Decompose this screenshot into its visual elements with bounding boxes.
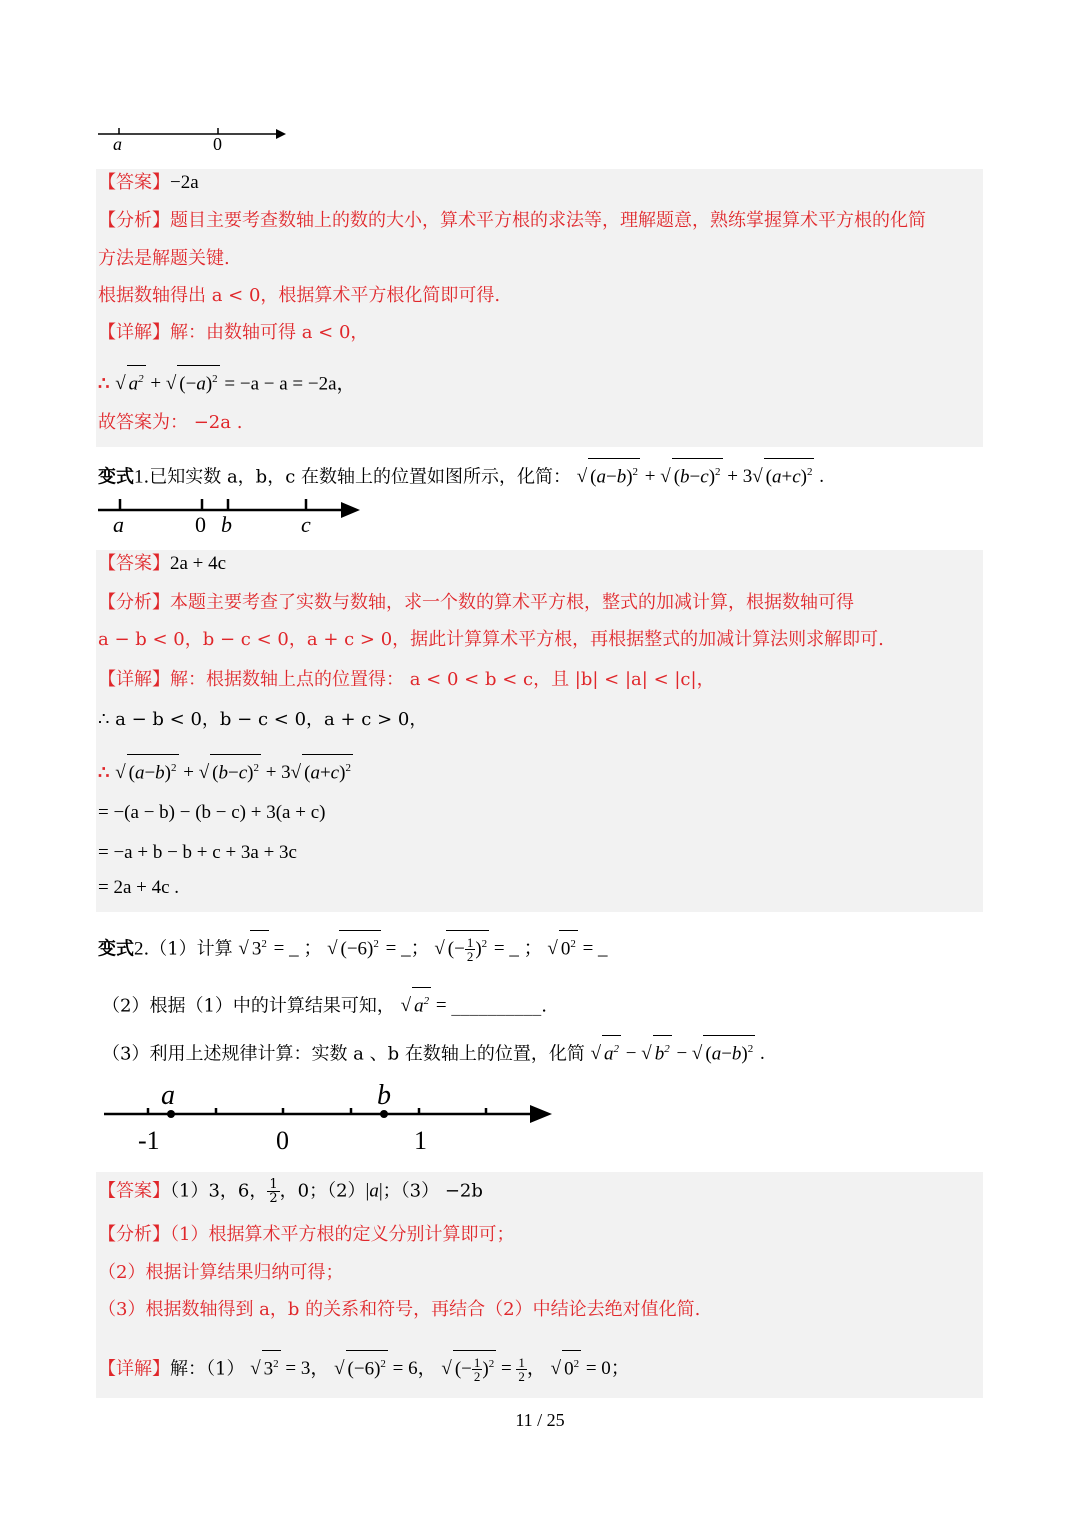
analysis-text: （1）根据算术平方根的定义分别计算即可； bbox=[170, 1224, 515, 1245]
ex0-analysis-line-3: 根据数轴得出 a < 0，根据算术平方根化简即可得. bbox=[98, 285, 501, 306]
v1-detail-line-1 bbox=[98, 667, 715, 693]
axis3-label-1: 1 bbox=[414, 1126, 427, 1155]
v2-detail-line-1 bbox=[98, 1350, 630, 1383]
variant-number: 1 bbox=[134, 466, 144, 488]
v1-analysis-line-2: a − b < 0，b − c < 0，a + c > 0，据此计算算术平方根，再根据整式的加减计算法则求解即可. bbox=[98, 629, 884, 650]
axis1-label-a: a bbox=[113, 134, 122, 154]
variant-question-1: .（1）计算 bbox=[143, 938, 233, 960]
detail-final: = 2a + 4c . bbox=[98, 877, 180, 898]
variant-tag: 变式 bbox=[98, 466, 134, 488]
detail-text: 解：（1） bbox=[170, 1358, 245, 1380]
ex0-detail-line-3: 故答案为： −2a . bbox=[98, 412, 243, 433]
detail-text: 解：根据数轴上点的位置得： a < 0 < b < c，且 |b| < |a| < |c|， bbox=[170, 669, 715, 690]
variant1-title bbox=[98, 458, 824, 490]
answer-part-3: ；（3） −2b bbox=[382, 1180, 483, 1202]
detail-formulas: √ $3^2 = 3$， √ $(-6)^2 = 6$， √ (− $\frac{1}{2}$ )$^2$ = $\frac{1}{2}$ ， √ $0^2 = 0$； bbox=[250, 1358, 630, 1379]
v1-analysis-line-1 bbox=[98, 590, 854, 616]
variant-number: 2 bbox=[134, 938, 144, 960]
q2-blank: __________. bbox=[451, 995, 548, 1017]
axis1-label-0: 0 bbox=[213, 134, 222, 154]
answer-fraction: $\frac{1}{2}$ bbox=[269, 1177, 278, 1206]
v1-answer-line bbox=[98, 551, 226, 577]
analysis-text: 本题主要考查了实数与数轴，求一个数的算术平方根，整式的加减计算，根据数轴可得 bbox=[170, 592, 854, 613]
v2-answer-line bbox=[98, 1178, 483, 1205]
variant2-q2 bbox=[102, 987, 547, 1019]
q2-text: （2）根据（1）中的计算结果可知， bbox=[102, 995, 395, 1017]
q3-formula: √ $a^2$ − √ $b^2$ − √ $(a-b)^2$ . bbox=[591, 1043, 765, 1064]
formula-sqrt-sum: √ $(a-b)^2$ + √ $(b-c)^2 + 3√$ $(a+c)^2$ bbox=[115, 762, 353, 783]
axis2-label-b: b bbox=[221, 512, 232, 537]
variant2-q3 bbox=[102, 1035, 765, 1067]
v1-detail-line-2: ∴ a − b < 0，b − c < 0，a + c > 0， bbox=[98, 709, 428, 730]
v1-detail-line-3 bbox=[98, 754, 353, 786]
ex0-analysis-line-2: 方法是解题关键. bbox=[98, 248, 230, 269]
q1-formulas: √ $3^2$ = _ ； √ $(-6)^2$ = _； √ (− $\frac{1}{2}$ )$^2$ = _ ； √ $0^2$ = _ bbox=[238, 938, 607, 959]
v1-detail-line-5: = −a + b − b + c + 3a + 3c bbox=[98, 842, 297, 863]
answer-abs-a: |a| bbox=[365, 1180, 383, 1202]
v2-analysis-line-3: （3）根据数轴得到 a，b 的关系和符号，再结合（2）中结论去绝对值化简. bbox=[98, 1299, 701, 1320]
ex0-detail-line-2 bbox=[98, 365, 356, 397]
v2-analysis-line-2: （2）根据计算结果归纳可得； bbox=[98, 1262, 344, 1283]
analysis-tag: 【分析】 bbox=[98, 592, 170, 613]
detail-text: 解：由数轴可得 a < 0， bbox=[170, 322, 369, 343]
ex0-analysis-line-1 bbox=[98, 208, 926, 234]
axis2-label-a: a bbox=[113, 512, 124, 537]
variant2-title bbox=[98, 930, 608, 963]
q2-formula: √ $a^2$ = bbox=[401, 995, 452, 1016]
axis2-label-c: c bbox=[301, 512, 311, 537]
answer-value: 2a + 4c bbox=[170, 553, 227, 574]
answer-part-2: ，0；（2） bbox=[279, 1180, 366, 1202]
ex0-detail-line-1 bbox=[98, 320, 368, 346]
analysis-text: 题目主要考查数轴上的数的大小，算术平方根的求法等，理解题意，熟练掌握算术平方根的化简 bbox=[170, 210, 926, 231]
answer-tag: 【答案】 bbox=[98, 172, 170, 193]
therefore-symbol: ∴ bbox=[98, 373, 110, 395]
axis3-label-b: b bbox=[377, 1080, 391, 1111]
number-line-1 bbox=[96, 120, 296, 160]
variant-question: .已知实数 a，b，c 在数轴上的位置如图所示，化简： bbox=[143, 466, 571, 488]
therefore-symbol: ∴ bbox=[98, 762, 110, 784]
answer-part-1: （1）3，6， bbox=[170, 1180, 268, 1202]
answer-tag: 【答案】 bbox=[98, 1180, 170, 1202]
page-number: 11 / 25 bbox=[515, 1410, 565, 1430]
formula-result: = −a − a = −2a， bbox=[224, 373, 356, 395]
axis3-label-neg1: -1 bbox=[138, 1126, 160, 1155]
v1-detail-line-6 bbox=[98, 875, 179, 901]
analysis-tag: 【分析】 bbox=[98, 1224, 170, 1245]
ex0-answer-line bbox=[98, 170, 199, 196]
analysis-tag: 【分析】 bbox=[98, 210, 170, 231]
axis3-label-0: 0 bbox=[276, 1126, 289, 1155]
formula-sqrt-sum: √ $a^2$ + √ $(-a)^2$ bbox=[115, 373, 224, 394]
axis3-label-a: a bbox=[161, 1080, 175, 1111]
answer-value: −2a bbox=[170, 172, 199, 193]
q3-text: （3）利用上述规律计算：实数 a 、b 在数轴上的位置，化简 bbox=[102, 1043, 585, 1065]
answer-tag: 【答案】 bbox=[98, 553, 170, 574]
detail-tag: 【详解】 bbox=[98, 322, 170, 343]
detail-tag: 【详解】 bbox=[98, 669, 170, 690]
axis2-label-0: 0 bbox=[195, 512, 206, 537]
detail-tag: 【详解】 bbox=[98, 1358, 170, 1380]
variant1-formula: √ $(a-b)^2$ + √ $(b-c)^2 + 3√$ $(a+c)^2$ . bbox=[577, 466, 824, 487]
variant-tag: 变式 bbox=[98, 938, 134, 960]
v2-analysis-line-1 bbox=[98, 1222, 514, 1248]
v1-detail-line-4: = −(a − b) − (b − c) + 3(a + c) bbox=[98, 802, 326, 823]
